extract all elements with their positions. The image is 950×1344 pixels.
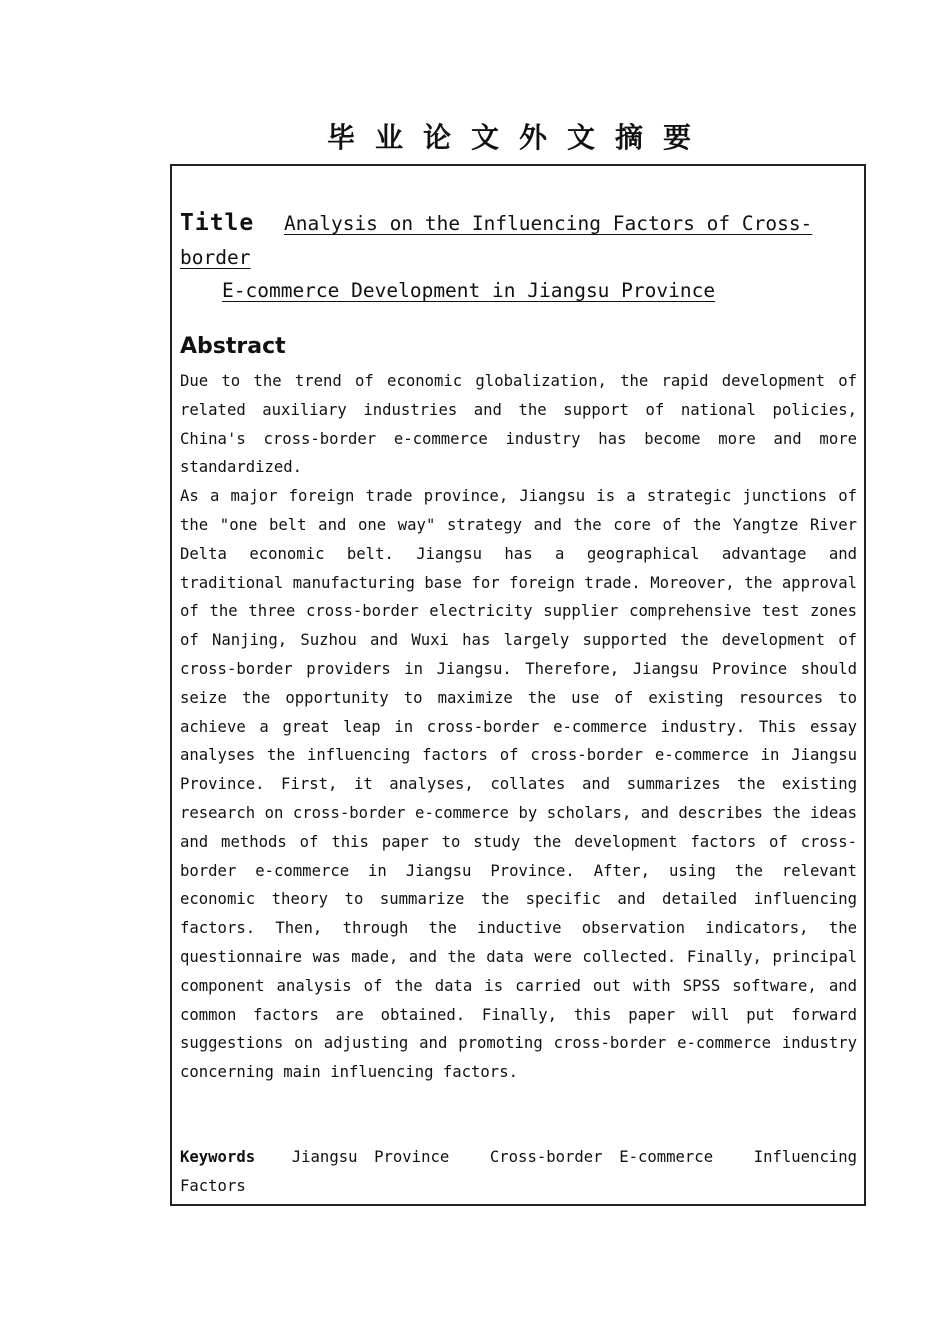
abstract-paragraph: As a major foreign trade province, Jiangsu is a strategic junctions of the "one belt and one way" strategy and the core of the Yangtze River Delta economic belt. Jiangsu has a geographical advantage and traditional manufacturing base for foreign trade. Moreover, the approval of the three cross-border electricity supplier comprehensive test zones of Nanjing, Suzhou and Wuxi has largely supported the development of cross-border providers in Jiangsu. Therefore, Jiangsu Province should seize the opportunity to maximize the use of existing resources to achieve a great leap in cross-border e-commerce industry. This essay analyses the influencing factors of cross-border e-commerce in Jiangsu Province. First, it analyses, collates and summarizes the existing research on cross-border e-commerce by scholars, and describes the ideas and methods of this paper to study the development factors of cross-border e-commerce in Jiangsu Province. After, using the relevant economic theory to summarize the specific and detailed influencing factors. Then, through the inductive observation indicators, the questionnaire was made, and the data were collected. Finally, principal component analysis of the data is carried out with SPSS software, and common factors are obtained. Finally, this paper will put forward suggestions on adjusting and promoting cross-border e-commerce industry concerning main influencing factors.: [180, 487, 857, 1082]
keyword-item: Influencing Factors: [180, 1148, 858, 1195]
abstract-frame: [170, 164, 866, 1206]
title-row: [180, 206, 860, 275]
title-label: Title: [180, 210, 255, 236]
keyword-item: Jiangsu Province: [291, 1148, 450, 1166]
keywords-label: Keywords: [180, 1148, 256, 1166]
page-title: 毕业论文外文摘要: [326, 121, 711, 154]
thesis-title-line-1: Analysis on the Influencing Factors of Cross-border: [180, 212, 813, 269]
abstract-heading: Abstract: [180, 334, 286, 359]
keywords-section: [180, 1143, 857, 1201]
thesis-title-line-2: E-commerce Development in Jiangsu Province: [222, 279, 716, 302]
keyword-item: Cross-border E-commerce: [489, 1148, 714, 1166]
abstract-paragraph: Due to the trend of economic globalization, the rapid development of related auxiliary industries and the support of national policies, China's cross-border e-commerce industry has become more and more standardized.: [180, 372, 857, 477]
abstract-body: [180, 367, 857, 1087]
